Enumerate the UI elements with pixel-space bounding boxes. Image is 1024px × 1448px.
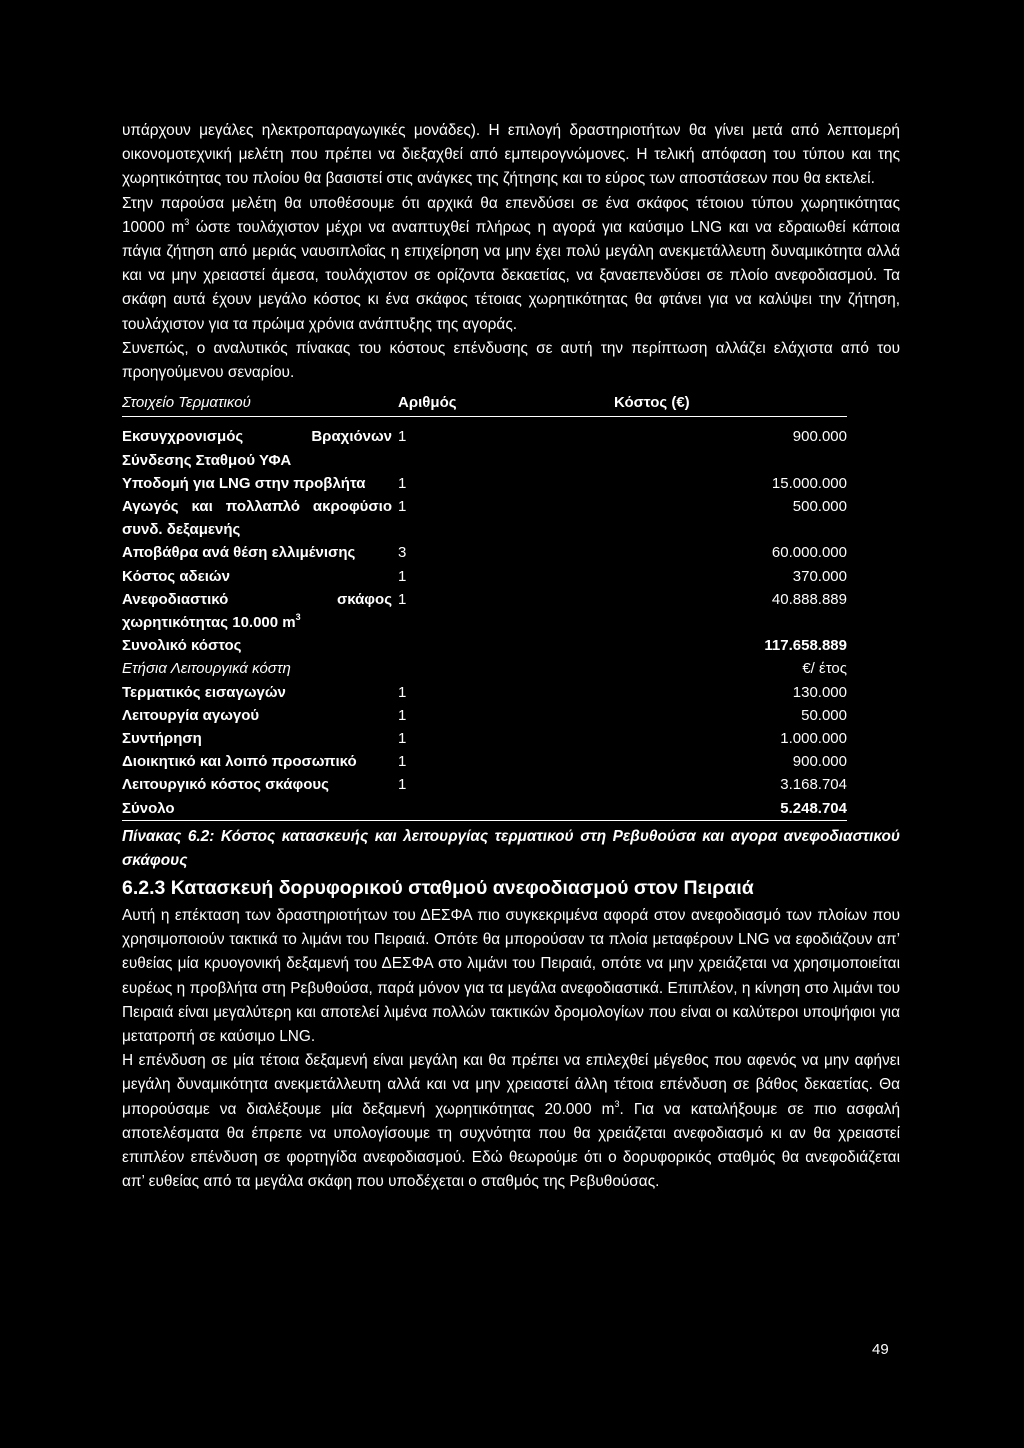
table-row — [122, 495, 847, 541]
section-title: 6.2.3 Κατασκευή δορυφορικού σταθμού ανεφοδιασμού στον Πειραιά — [122, 876, 754, 899]
row-number: 1 — [398, 498, 407, 516]
row-cost: 500.000 — [792, 498, 847, 516]
row-cost: 60.000.000 — [771, 544, 847, 562]
table-header-row — [122, 391, 847, 417]
row-item: Εκσυγχρονισμός Βραχιόνων Σύνδεσης Σταθμού ΥΦΑ — [122, 428, 392, 469]
row-number: 1 — [398, 474, 407, 492]
table-row — [122, 425, 847, 471]
superscript: 3 — [295, 612, 301, 623]
row-cost: 1.000.000 — [780, 730, 847, 748]
row-item: Διοικητικό και λοιπό προσωπικό — [122, 753, 357, 771]
row-cost: 50.000 — [801, 706, 847, 724]
total-cost: 117.658.889 — [764, 637, 847, 655]
total-row — [122, 634, 847, 657]
row-item: Συντήρηση — [122, 730, 202, 748]
row-item-text: Ανεφοδιαστικό σκάφος χωρητικότητας 10.000 m — [122, 590, 392, 632]
op-header-row — [122, 657, 847, 680]
row-cost: 900.000 — [792, 753, 847, 771]
table-row — [122, 565, 847, 588]
row-cost: 130.000 — [792, 683, 847, 701]
row-number: 1 — [398, 776, 407, 794]
table-row — [122, 588, 847, 634]
cost-table — [122, 391, 847, 821]
row-number: 1 — [398, 683, 407, 701]
paragraph-piraeus: Αυτή η επέκταση των δραστηριοτήτων του ΔΕΣΦΑ πιο συγκεκριμένα αφορά στον ανεφοδιασμό των πλοίων που χρησιμοποιούν τακτικά το λιμάνι του Πειραιά. Οπότε θα μπορούσαν τα πλοία μεταφέρουν LNG να εφοδιάζουν απ’ ευθείας μία κρυογονική δεξαμενή του ΔΕΣΦΑ στο λιμάνι του Πειραιά, οπότε να μην χρειάζεται να χρησιμοποιείται ευρέως η προβλήτα στη Ρεβυθούσα, παρά μόνον για τα μεγάλα ανεφοδιαστικά. Επιπλέον, η κίνηση στο λιμάνι του Πειραιά είναι μεγαλύτερη και αποτελεί λιμένα πολλών τακτικών δρομολογίων που είναι οι καλύτεροι υποψήφιοι για μετατροπή σε καύσιμο LNG. — [122, 906, 900, 1045]
row-cost: 3.168.704 — [780, 776, 847, 794]
superscript: 3 — [614, 1098, 620, 1109]
row-number: 1 — [398, 706, 407, 724]
p2-text-a: Στην παρούσα μελέτη θα υποθέσουμε ότι αρχικά θα επενδύσει σε ένα σκάφος τέτοιου τύπου χωρητικότητας 10000 m — [122, 194, 900, 236]
row-cost: 370.000 — [792, 567, 847, 585]
row-item — [122, 588, 392, 634]
paragraph-consequently: Συνεπώς, ο αναλυτικός πίνακας του κόστους επένδυσης σε αυτή την περίπτωση αλλάζει ελάχιστα από του προηγούμενου σεναρίου. — [122, 339, 900, 382]
row-item: Λειτουργικό κόστος σκάφους — [122, 776, 329, 794]
table-caption: Πίνακας 6.2: Κόστος κατασκευής και λειτουργίας τερματικού στη Ρεβυθούσα και αγορα ανεφοδιαστικού σκάφους — [122, 827, 900, 869]
row-number: 1 — [398, 567, 407, 585]
table-row — [122, 727, 847, 750]
row-number: 1 — [398, 590, 407, 608]
table-row — [122, 541, 847, 564]
row-item: Υποδομή για LNG στην προβλήτα — [122, 474, 366, 492]
header-cost: Κόστος (€) — [614, 391, 847, 417]
paragraph-tank-investment — [122, 1049, 900, 1194]
sum-cost: 5.248.704 — [614, 797, 847, 821]
row-number: 3 — [398, 544, 407, 562]
document-page — [122, 119, 900, 1194]
table-row — [122, 472, 847, 495]
row-cost: 40.888.889 — [771, 590, 847, 608]
paragraph-investment — [122, 192, 900, 337]
row-cost: 900.000 — [792, 428, 847, 446]
row-item: Κόστος αδειών — [122, 567, 230, 585]
row-item: Αποβάθρα ανά θέση ελλιμένισης — [122, 544, 356, 562]
table-row — [122, 773, 847, 796]
table-row — [122, 750, 847, 773]
row-item: Τερματικός εισαγωγών — [122, 683, 286, 701]
header-number: Αριθμός — [392, 391, 614, 417]
table-row — [122, 681, 847, 704]
row-item: Λειτουργία αγωγού — [122, 706, 260, 724]
p5-text-b: . Για να καταλήξουμε σε πιο ασφαλή αποτελέσματα θα έπρεπε να υπολογίσουμε τη συχνότητα που θα χρειάζεται ανεφοδιασμό κι αν θα χρειαστεί επιπλέον επένδυση σε φορτηγίδα ανεφοδιασμού. Εδώ θεωρούμε ότι ο δορυφορικός σταθμός θα ανεφοδιάζεται απ’ ευθείας από τα μεγάλα σκάφη που υποδέχεται ο σταθμός της Ρεβυθούσας. — [122, 1100, 901, 1191]
op-header-unit: €/ έτος — [802, 660, 847, 678]
total-label: Συνολικό κόστος — [122, 637, 242, 655]
table-row — [122, 704, 847, 727]
p2-text-b: ώστε τουλάχιστον μέχρι να αναπτυχθεί πλήρως η αγορά για καύσιμο LNG και να εδραιωθεί κάποια πάγια ζήτηση από μεριάς ναυσιπλοΐας η επιχείρηση να μην έχει πολύ μεγάλη ανεκμετάλλευτη δυναμικότητα αλλά και να μην χρειαστεί άμεσα, τουλάχιστον σε ορίζοντα δεκαετίας, να ξαναεπενδύσει σε πλοίο ανεφοδιασμού. Τα σκάφη αυτά έχουν μεγάλο κόστος κι ένα σκάφος τέτοιας χωρητικότητας θα φτάνει για να καλύψει την ζήτηση, τουλάχιστον για τα πρώιμα χρόνια ανάπτυξης της αγοράς. — [122, 218, 900, 333]
page-number: 49 — [872, 1341, 889, 1358]
row-item: Αγωγός και πολλαπλό ακροφύσιο συνδ. δεξαμενής — [122, 498, 392, 539]
header-item: Στοιχείο Τερματικού — [122, 391, 392, 417]
row-number: 1 — [398, 753, 407, 771]
sum-label: Σύνολο — [122, 797, 392, 821]
paragraph-intro: υπάρχουν μεγάλες ηλεκτροπαραγωγικές μονάδες). Η επιλογή δραστηριοτήτων θα γίνει μετά από λεπτομερή οικονομοτεχνική μελέτη που πρέπει να διεξαχθεί από εμπειρογνώμονες. Η τελική απόφαση του τύπου και της χωρητικότητας του πλοίου θα βασιστεί στις ανάγκες της ζήτησης και το εύρος των αποστάσεων που θα εκτελεί. — [122, 122, 900, 188]
row-cost: 15.000.000 — [771, 474, 847, 492]
row-number: 1 — [398, 428, 407, 446]
superscript: 3 — [184, 216, 190, 227]
sum-row — [122, 797, 847, 821]
row-number: 1 — [398, 730, 407, 748]
op-header-label: Ετήσια Λειτουργικά κόστη — [122, 660, 291, 678]
p5-text-a: Η επένδυση σε μία τέτοια δεξαμενή είναι μεγάλη και θα πρέπει να επιλεχθεί μέγεθος που αφενός να μην αφήνει μεγάλη δυναμικότητα ανεκμετάλλευτη αλλά και να μην χρειαστεί άλλη τέτοια επένδυση σε βάθος δεκαετίας. Θα μπορούσαμε να διαλέξουμε μία δεξαμενή χωρητικότητας 20.000 m — [122, 1052, 900, 1118]
